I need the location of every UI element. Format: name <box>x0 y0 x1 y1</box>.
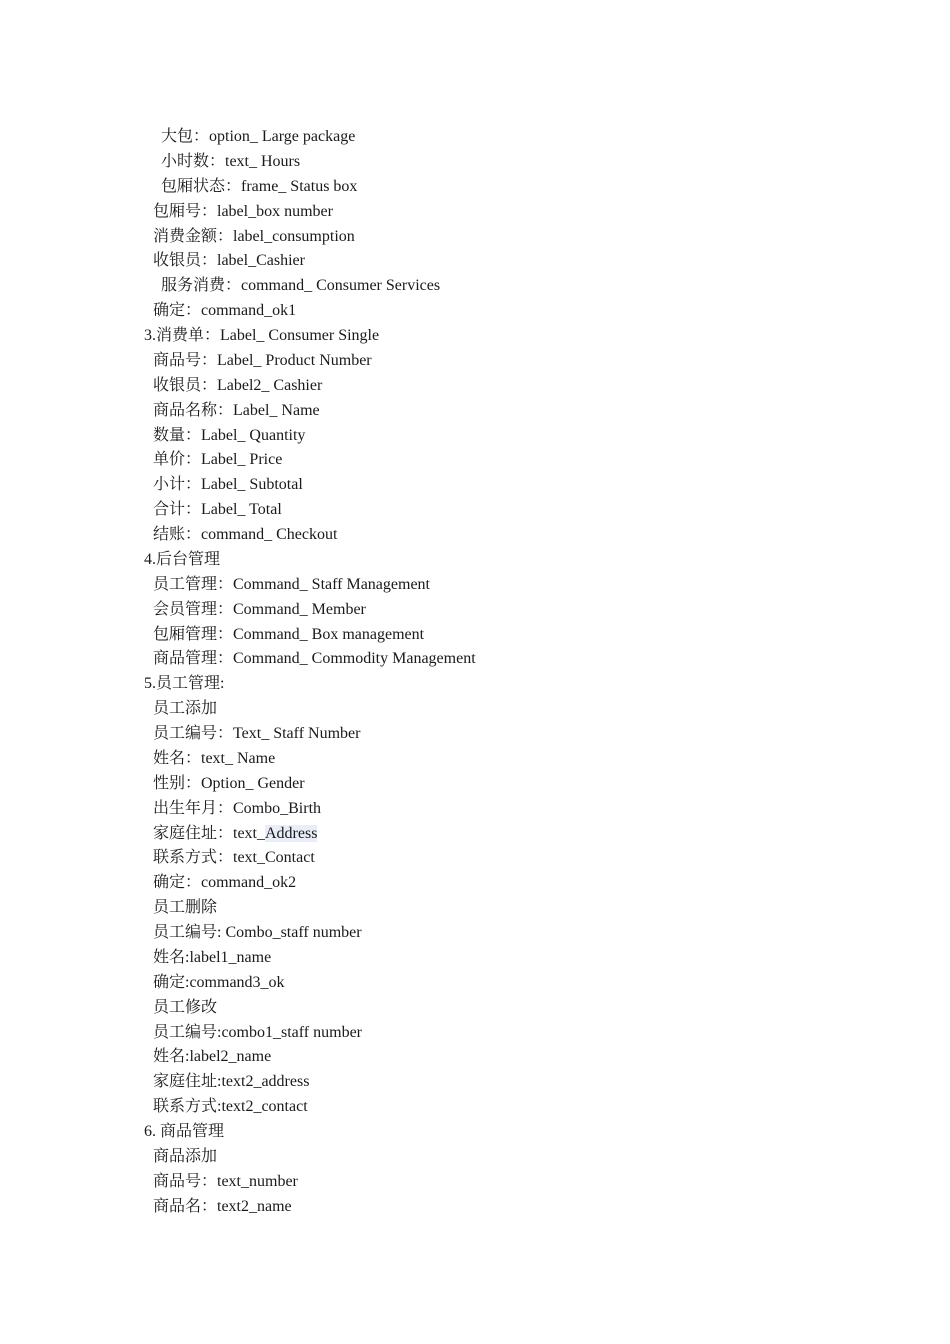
document-line <box>0 274 950 299</box>
line-text: 联系方式：text_Contact <box>153 849 315 867</box>
document-body <box>0 125 950 1220</box>
document-line <box>0 150 950 175</box>
document-line <box>0 598 950 623</box>
line-text: 单价：Label_ Price <box>153 451 283 469</box>
line-text: 会员管理：Command_ Member <box>153 600 366 618</box>
document-line <box>0 1195 950 1220</box>
document-line <box>0 1170 950 1195</box>
document-line <box>0 1120 950 1145</box>
line-text: 包厢管理：Command_ Box management <box>153 625 425 643</box>
line-text: 员工编号:combo1_staff number <box>153 1023 363 1041</box>
line-text: 收银员：label_Cashier <box>153 252 305 270</box>
document-line <box>0 971 950 996</box>
document-line <box>0 324 950 349</box>
document-line <box>0 672 950 697</box>
document-line <box>0 1095 950 1120</box>
document-line <box>0 697 950 722</box>
line-text: 性别：Option_ Gender <box>153 774 305 792</box>
line-text: 商品管理：Command_ Commodity Management <box>153 650 476 668</box>
document-line <box>0 448 950 473</box>
document-line <box>0 573 950 598</box>
line-text: 商品名：text2_name <box>153 1197 292 1215</box>
document-line <box>0 1145 950 1170</box>
document-line <box>0 1070 950 1095</box>
line-text: 出生年月：Combo_Birth <box>153 799 322 817</box>
document-line <box>0 299 950 324</box>
line-text: 服务消费：command_ Consumer Services <box>161 277 441 295</box>
line-text: 小时数：text_ Hours <box>161 152 301 170</box>
line-text: 大包：option_ Large package <box>161 128 356 145</box>
document-line <box>0 946 950 971</box>
document-line <box>0 996 950 1021</box>
document-line <box>0 747 950 772</box>
document-line <box>0 772 950 797</box>
line-text: 员工添加 <box>153 700 218 718</box>
selected-text: Address <box>265 824 318 842</box>
line-text: 商品添加 <box>153 1147 218 1165</box>
document-line <box>0 822 950 847</box>
line-text: 员工删除 <box>153 899 218 917</box>
document-line <box>0 623 950 648</box>
line-text: 员工编号: Combo_staff number <box>153 924 362 941</box>
document-line <box>0 225 950 250</box>
document-line <box>0 722 950 747</box>
document-line <box>0 523 950 548</box>
line-text: 员工管理：Command_ Staff Management <box>153 575 431 593</box>
document-line <box>0 349 950 374</box>
document-line <box>0 424 950 449</box>
line-text: 消费金额：label_consumption <box>153 227 355 245</box>
document-line <box>0 473 950 498</box>
line-text: 小计：Label_ Subtotal <box>153 476 303 494</box>
document-line <box>0 399 950 424</box>
document-line <box>0 125 950 150</box>
line-text: 确定:command3_ok <box>153 973 285 991</box>
line-text: 6. 商品管理 <box>144 1123 225 1140</box>
line-text: 数量：Label_ Quantity <box>153 426 306 444</box>
line-text: 家庭住址:text2_address <box>153 1073 310 1091</box>
document-line <box>0 647 950 672</box>
line-text: 商品号：text_number <box>153 1172 298 1190</box>
line-text: 家庭住址：text_ <box>153 824 265 842</box>
line-text: 结账：command_ Checkout <box>153 526 338 543</box>
line-text: 姓名:label2_name <box>153 1048 272 1066</box>
line-text: 收银员：Label2_ Cashier <box>153 376 323 394</box>
line-text: 确定：command_ok2 <box>153 874 297 892</box>
line-text: 商品号：Label_ Product Number <box>153 351 372 369</box>
line-text: 员工编号：Text_ Staff Number <box>153 725 361 742</box>
line-text: 姓名:label1_name <box>153 948 272 966</box>
document-line <box>0 548 950 573</box>
document-line <box>0 200 950 225</box>
document-line <box>0 896 950 921</box>
line-text: 5.员工管理: <box>144 675 225 693</box>
line-text: 确定：command_ok1 <box>153 302 297 320</box>
document-line <box>0 797 950 822</box>
line-text: 包厢号：label_box number <box>153 202 333 220</box>
document-line <box>0 1021 950 1046</box>
line-text: 包厢状态：frame_ Status box <box>161 177 358 195</box>
document-line <box>0 871 950 896</box>
document-line <box>0 498 950 523</box>
line-text: 联系方式:text2_contact <box>153 1098 308 1116</box>
line-text: 商品名称：Label_ Name <box>153 401 320 419</box>
line-text: 4.后台管理 <box>144 550 221 568</box>
line-text: 3.消费单：Label_ Consumer Single <box>144 327 380 344</box>
document-line <box>0 921 950 946</box>
document-line <box>0 1045 950 1070</box>
document-line <box>0 175 950 200</box>
line-text: 合计：Label_ Total <box>153 501 282 519</box>
document-line <box>0 249 950 274</box>
document-line <box>0 374 950 399</box>
document-line <box>0 846 950 871</box>
line-text: 姓名：text_ Name <box>153 749 276 767</box>
line-text: 员工修改 <box>153 998 218 1016</box>
